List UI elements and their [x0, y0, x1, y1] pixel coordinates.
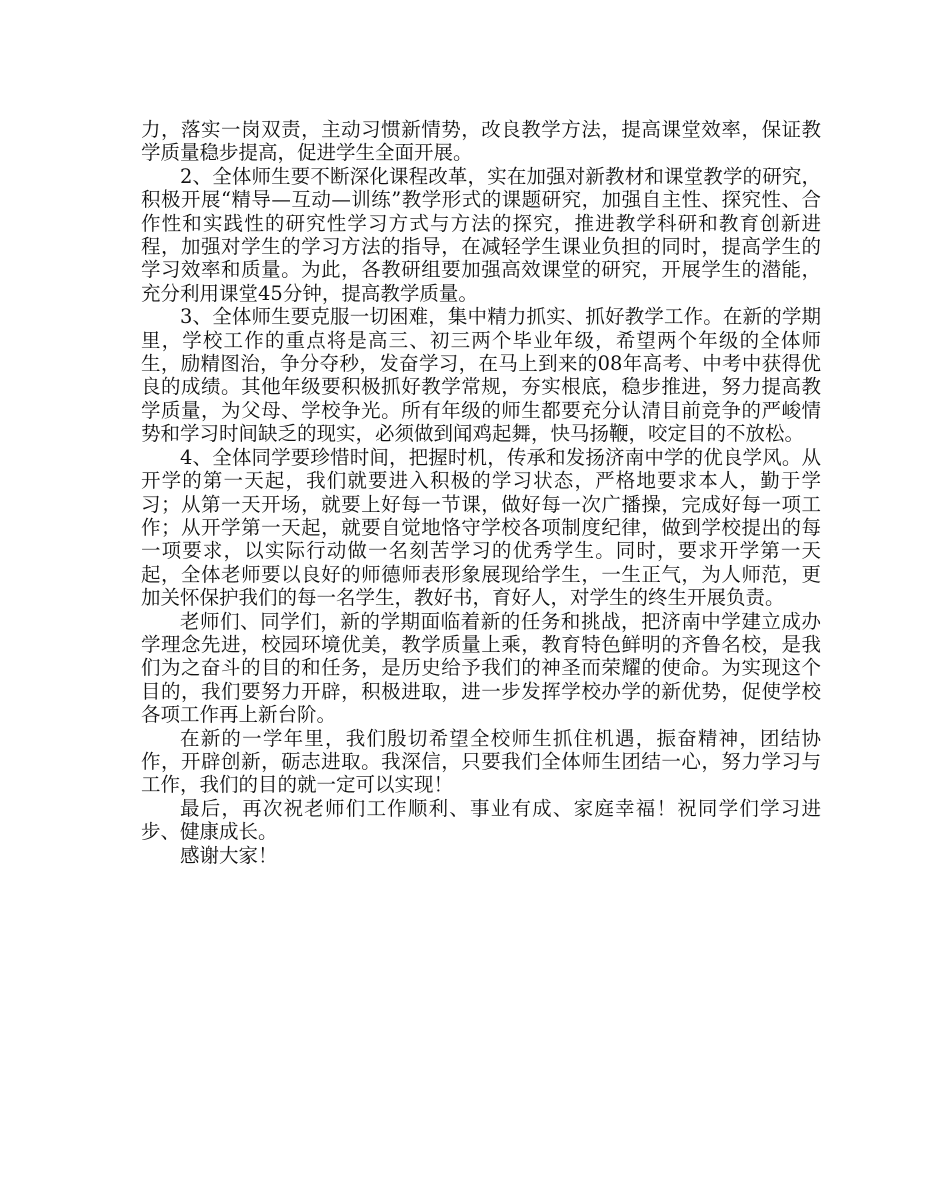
paragraph-new-year: 在新的一学年里，我们殷切希望全校师生抓住机遇，振奋精神，团结协作，开辟创新，砺志进取。我深信，只要我们全体师生团结一心，努力学习与工作，我们的目的就一定可以实现！ [141, 726, 821, 797]
paragraph-item-3: 3、全体师生要克服一切困难，集中精力抓实、抓好教学工作。在新的学期里，学校工作的重点将是高三、初三两个毕业年级，希望两个年级的全体师生，励精图治，争分夺秒，发奋学习，在马上到来的08年高考、中考中获得优良的成绩。其他年级要积极抓好教学常规，夯实根底，稳步推进，努力提高教学质量，为父母、学校争光。所有年级的师生都要充分认清目前竞争的严峻情势和学习时间缺乏的现实，必须做到闻鸡起舞，快马扬鞭，咬定目的不放松。 [141, 305, 821, 446]
document-body [141, 118, 821, 867]
paragraph-teachers-students: 老师们、同学们，新的学期面临着新的任务和挑战，把济南中学建立成办学理念先进，校园环境优美，教学质量上乘，教育特色鲜明的齐鲁名校，是我们为之奋斗的目的和任务，是历史给予我们的神圣而荣耀的使命。为实现这个目的，我们要努力开辟，积极进取，进一步发挥学校办学的新优势，促使学校各项工作再上新台阶。 [141, 609, 821, 727]
paragraph-thanks: 感谢大家！ [180, 843, 278, 867]
paragraph-item-4: 4、全体同学要珍惜时间，把握时机，传承和发扬济南中学的优良学风。从开学的第一天起，我们就要进入积极的学习状态，严格地要求本人，勤于学习；从第一天开场，就要上好每一节课，做好每一次广播操，完成好每一项工作；从开学第一天起，就要自觉地恪守学校各项制度纪律，做到学校提出的每一项要求，以实际行动做一名刻苦学习的优秀学生。同时，要求开学第一天起，全体老师要以良好的师德师表形象展现给学生，一生正气，为人师范，更加关怀保护我们的每一名学生，教好书，育好人，对学生的终生开展负责。 [141, 445, 821, 610]
paragraph-item-2: 2、全体师生要不断深化课程改革，实在加强对新教材和课堂教学的研究，积极开展“精导—互动—训练”教学形式的课题研究，加强自主性、探究性、合作性和实践性的研究性学习方式与方法的探究，推进教学科研和教育创新进程，加强对学生的学习方法的指导，在减轻学生课业负担的同时，提高学生的学习效率和质量。为此，各教研组要加强高效课堂的研究，开展学生的潜能，充分利用课堂45分钟，提高教学质量。 [141, 164, 821, 305]
paragraph-continuation: 力，落实一岗双责，主动习惯新情势，改良教学方法，提高课堂效率，保证教学质量稳步提高，促进学生全面开展。 [141, 118, 821, 165]
paragraph-closing-wishes: 最后，再次祝老师们工作顺利、事业有成、家庭幸福！祝同学们学习进步、健康成长。 [141, 796, 821, 844]
